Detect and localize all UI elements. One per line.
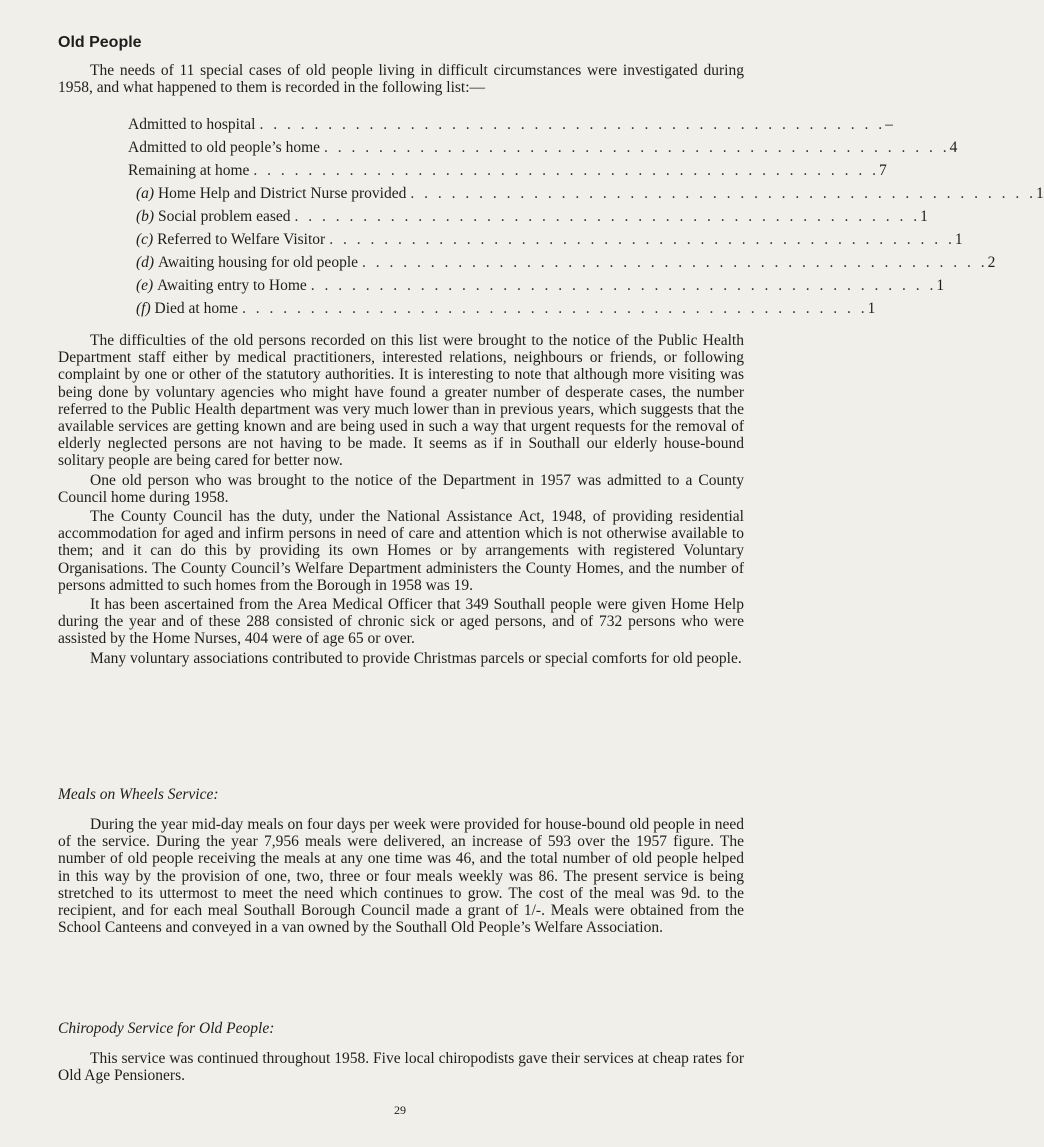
old-people-body — [58, 332, 744, 667]
sublist-letter: (c) — [136, 231, 154, 248]
leader-dots: . . . . . . . . . . . . . . . . . . . . . . . . . . . . . . . . . . . . . . . . . . . . . . — [253, 162, 880, 179]
leader-dots: . . . . . . . . . . . . . . . . . . . . . . . . . . . . . . . . . . . . . . . . . . . . . . — [310, 277, 937, 294]
sublist-label: Home Help and District Nurse provided — [157, 185, 407, 202]
sublist-label: Awaiting housing for old people — [157, 254, 358, 271]
page-number: 29 — [394, 1103, 406, 1117]
meals-on-wheels-body — [58, 816, 744, 936]
leader-dots: . . . . . . . . . . . . . . . . . . . . . . . . . . . . . . . . . . . . . . . . . . . . . . — [324, 139, 950, 156]
sublist-value: 2 — [987, 254, 996, 271]
paragraph: The County Council has the duty, under the National Assistance Act, 1948, of providing residential accommodation for aged and infirm persons in need of care and attention which is not otherwise available to them; and it can do this by providing its own Homes or by arrangements with registered Voluntary Organisations. The County Council’s Welfare Department administers the County Homes, and the number of persons admitted to such homes from the Borough in 1958 was 19. — [58, 508, 744, 594]
leader-dots: . . . . . . . . . . . . . . . . . . . . . . . . . . . . . . . . . . . . . . . . . . . . . . — [410, 185, 1036, 202]
leader-dots: . . . . . . . . . . . . . . . . . . . . . . . . . . . . . . . . . . . . . . . . . . . . . . — [362, 254, 988, 271]
leader-dots: . . . . . . . . . . . . . . . . . . . . . . . . . . . . . . . . . . . . . . . . . . . . . . — [329, 231, 955, 248]
leader-dots: . . . . . . . . . . . . . . . . . . . . . . . . . . . . . . . . . . . . . . . . . . . . . . — [294, 208, 921, 225]
meals-on-wheels-title: Meals on Wheels Service: — [58, 786, 219, 803]
sublist-label: Awaiting entry to Home — [157, 277, 307, 294]
sublist-item — [136, 208, 928, 230]
chiropody-body — [58, 1050, 744, 1084]
intro-paragraph: The needs of 11 special cases of old people living in difficult circumstances were investigated during 1958, and what happened to them is recorded in the following list:— — [58, 62, 744, 97]
sublist-label: Social problem eased — [157, 208, 291, 225]
sublist-item — [136, 254, 996, 276]
sublist-value: 1 — [1035, 185, 1044, 202]
list-item-value: – — [885, 116, 893, 133]
sublist-value: 1 — [867, 300, 876, 317]
sublist-label: Referred to Welfare Visitor — [157, 231, 326, 248]
section-heading: Old People — [58, 34, 142, 51]
list-item-value: 4 — [949, 139, 958, 156]
paragraph: During the year mid-day meals on four days per week were provided for house-bound old people in need of the service. During the year 7,956 meals were delivered, an increase of 593 over the 1957 figure. The number of old people receiving the meals at any one time was 46, and the total number of old people helped in this way by the provision of one, two, three or four meals weekly was 86. The present service is being stretched to its uttermost to meet the need which continues to grow. The cost of the meal was 9d. to the recipient, and for each meal Southall Borough Council made a grant of 1/-. Meals were obtained from the School Canteens and conveyed in a van owned by the Southall Old People’s Welfare Association. — [58, 816, 744, 937]
list-item — [128, 116, 893, 138]
list-item-label: Remaining at home — [128, 162, 250, 179]
sublist-value: 1 — [954, 231, 963, 248]
paragraph: This service was continued throughout 1958. Five local chiropodists gave their services at cheap rates for Old Age Pensioners. — [58, 1050, 744, 1085]
paragraph: One old person who was brought to the notice of the Department in 1957 was admitted to a County Council home during 1958. — [58, 471, 744, 506]
sublist-item — [136, 185, 1044, 207]
sublist-item — [136, 277, 945, 299]
paragraph: Many voluntary associations contributed to provide Christmas parcels or special comforts for old people. — [90, 649, 742, 667]
sublist-letter: (f) — [136, 300, 151, 317]
sublist-value: 1 — [920, 208, 928, 225]
list-item-label: Admitted to old people’s home — [128, 139, 321, 156]
list-item — [128, 162, 887, 184]
sublist-letter: (e) — [136, 277, 154, 294]
paragraph: It has been ascertained from the Area Medical Officer that 349 Southall people were given Home Help during the year and of these 288 consisted of chronic sick or aged persons, and of 732 persons who were assisted by the Home Nurses, 404 were of age 65 or over. — [58, 596, 744, 648]
paragraph: The difficulties of the old persons recorded on this list were brought to the notice of the Public Health Department staff either by medical practitioners, interested relations, neighbours or friends, or following complaint by one or other of the statutory authorities. It is interesting to note that although more visiting was being done by voluntary agencies who might have found a greater number of desperate cases, the number referred to the Public Health department was very much lower than in previous years, which suggests that the available services are getting known and are being used in such a way that urgent requests for the removal of elderly neglected persons are not having to be made. It seems as if in Southall our elderly house-bound solitary people are being cared for better now. — [58, 332, 744, 470]
intro-block — [58, 62, 744, 96]
sublist-label: Died at home — [154, 300, 239, 317]
leader-dots: . . . . . . . . . . . . . . . . . . . . . . . . . . . . . . . . . . . . . . . . . . . . . . — [259, 116, 886, 133]
sublist-item — [136, 231, 963, 253]
sublist-letter: (a) — [136, 185, 155, 202]
list-item — [128, 139, 958, 161]
list-item-value: 7 — [879, 162, 887, 179]
sublist-value: 1 — [936, 277, 945, 294]
leader-dots: . . . . . . . . . . . . . . . . . . . . . . . . . . . . . . . . . . . . . . . . . . . . . . — [242, 300, 868, 317]
sublist-item — [136, 300, 876, 322]
list-item-label: Admitted to hospital — [128, 116, 256, 133]
sublist-letter: (d) — [136, 254, 155, 271]
sublist-letter: (b) — [136, 208, 155, 225]
chiropody-title: Chiropody Service for Old People: — [58, 1020, 275, 1037]
